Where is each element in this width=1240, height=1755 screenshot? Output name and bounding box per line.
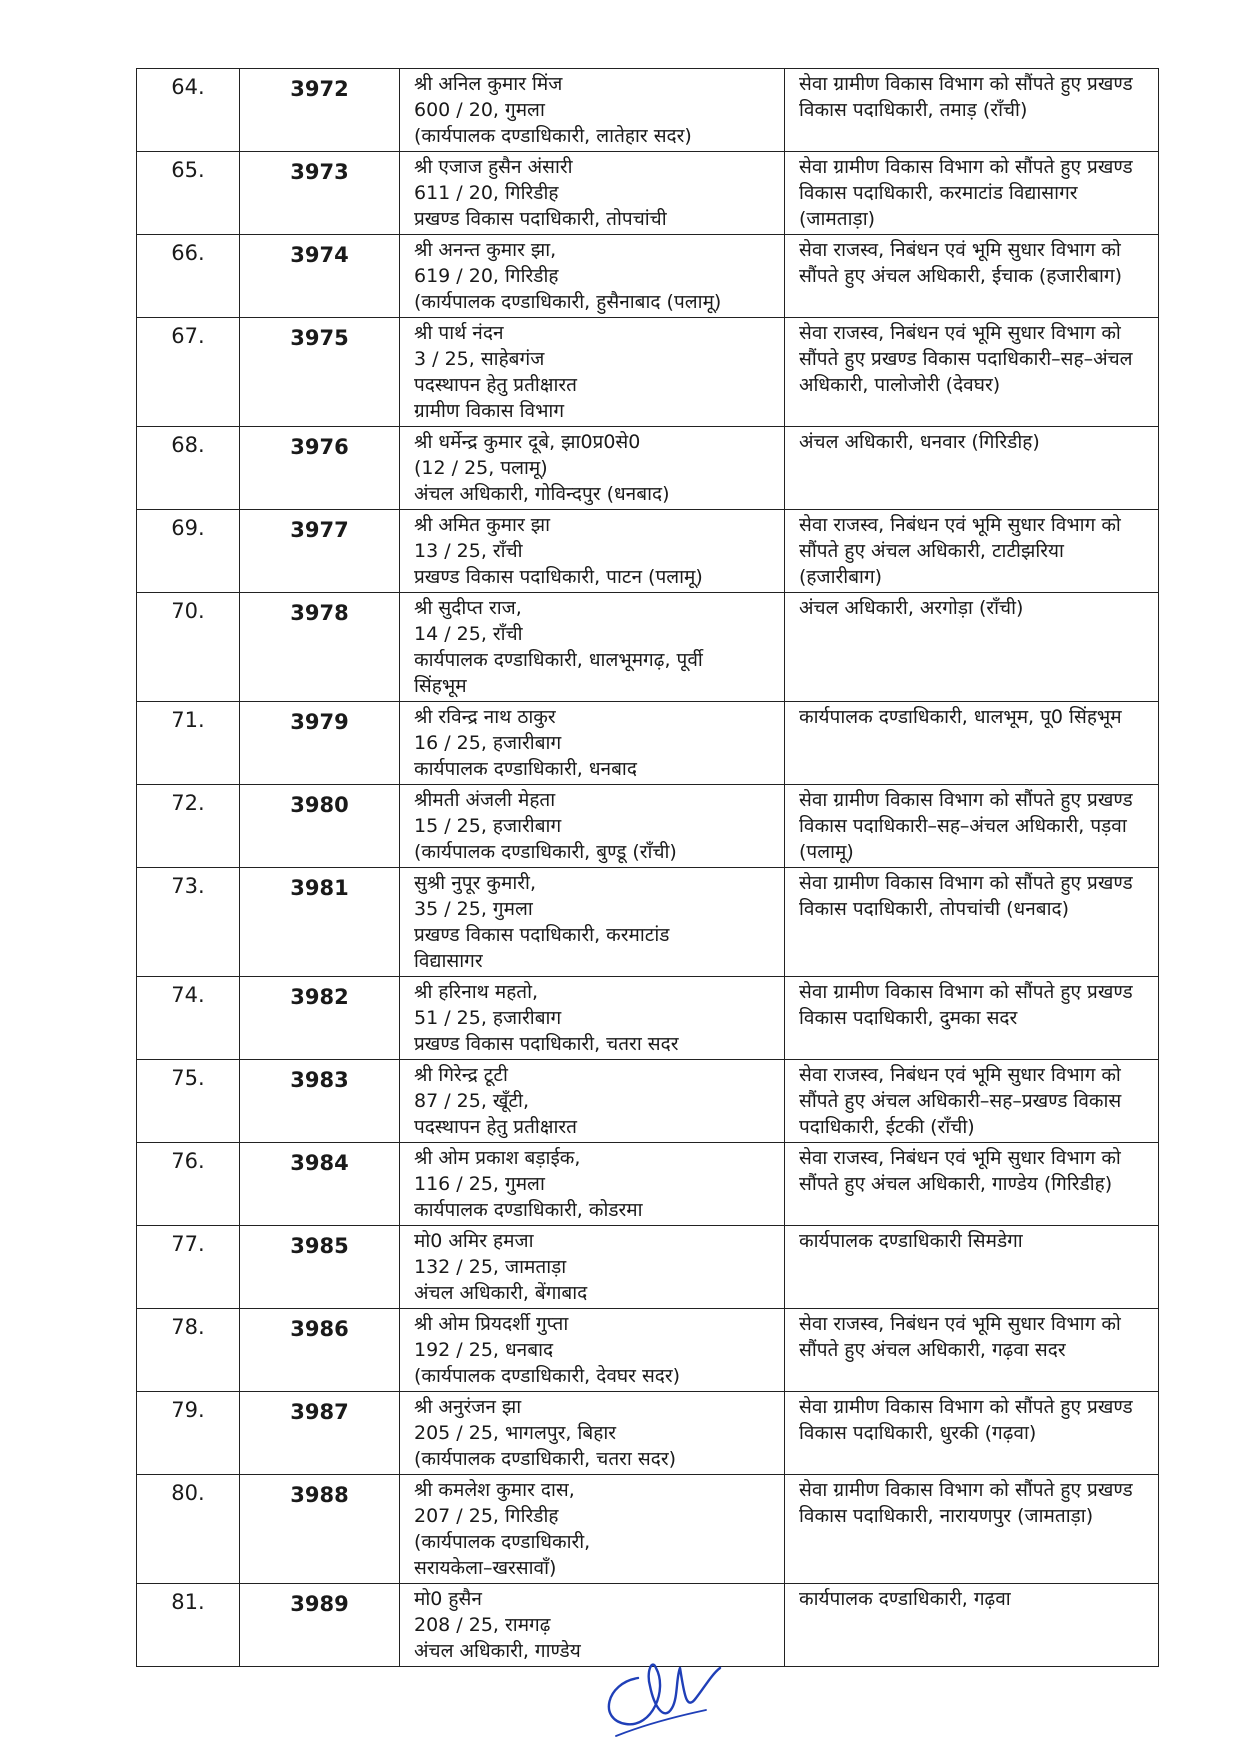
officer-code: 3979: [240, 702, 400, 785]
officer-details-cell: [400, 702, 785, 785]
table-row: [137, 152, 1159, 235]
new-posting-text: सेवा ग्रामीण विकास विभाग को सौंपते हुए प्रखण्ड विकास पदाधिकारी–सह–अंचल अधिकारी, पड़वा (पलामू): [799, 789, 1133, 863]
officer-code: 3973: [240, 152, 400, 235]
transfer-posting-table: [136, 68, 1159, 1667]
officer-code: 3988: [240, 1475, 400, 1584]
table-row: [137, 318, 1159, 427]
new-posting-text: कार्यपालक दण्डाधिकारी, धालभूम, पू0 सिंहभूम: [799, 706, 1122, 728]
officer-details-cell: [400, 69, 785, 152]
officer-detail-line: (कार्यपालक दण्डाधिकारी, बुण्डू (राँची): [414, 841, 677, 863]
officer-detail-line: प्रखण्ड विकास पदाधिकारी, तोपचांची: [414, 208, 667, 230]
new-posting-cell: [785, 69, 1159, 152]
officer-detail-line: कार्यपालक दण्डाधिकारी, धालभूमगढ़, पूर्वी: [414, 649, 703, 671]
serial-number: 76.: [137, 1143, 240, 1226]
serial-number: 81.: [137, 1584, 240, 1667]
serial-number: 72.: [137, 785, 240, 868]
officer-detail-line: अंचल अधिकारी, बेंगाबाद: [414, 1282, 588, 1304]
new-posting-text: अंचल अधिकारी, धनवार (गिरिडीह): [799, 431, 1040, 453]
officer-code: 3989: [240, 1584, 400, 1667]
officer-detail-line: पदस्थापन हेतु प्रतीक्षारत: [414, 374, 577, 396]
officer-detail-line: श्री कमलेश कुमार दास,: [414, 1479, 575, 1501]
officer-details-cell: [400, 785, 785, 868]
new-posting-text: सेवा राजस्व, निबंधन एवं भूमि सुधार विभाग को सौंपते हुए प्रखण्ड विकास पदाधिकारी–सह–अंचल अधिकारी, पालोजोरी (देवघर): [799, 322, 1133, 396]
officer-detail-line: श्री एजाज हुसैन अंसारी: [414, 156, 573, 178]
officer-detail-line: अंचल अधिकारी, गाण्डेय: [414, 1640, 581, 1662]
new-posting-cell: [785, 1392, 1159, 1475]
officer-detail-line: पदस्थापन हेतु प्रतीक्षारत: [414, 1116, 577, 1138]
officer-detail-line: श्री ओम प्रियदर्शी गुप्ता: [414, 1313, 569, 1335]
officer-detail-line: (कार्यपालक दण्डाधिकारी, चतरा सदर): [414, 1448, 677, 1470]
officer-code: 3980: [240, 785, 400, 868]
serial-number: 77.: [137, 1226, 240, 1309]
officer-detail-line: प्रखण्ड विकास पदाधिकारी, करमाटांड: [414, 924, 670, 946]
officer-detail-line: श्री सुदीप्त राज,: [414, 597, 522, 619]
new-posting-cell: [785, 977, 1159, 1060]
officer-details-cell: [400, 593, 785, 702]
officer-detail-line: प्रखण्ड विकास पदाधिकारी, पाटन (पलामू): [414, 566, 703, 588]
officer-detail-line: 208 / 25, रामगढ़: [414, 1614, 551, 1636]
serial-number: 70.: [137, 593, 240, 702]
new-posting-cell: [785, 152, 1159, 235]
officer-detail-line: श्रीमती अंजली मेहता: [414, 789, 556, 811]
officer-details-cell: [400, 318, 785, 427]
table-row: [137, 977, 1159, 1060]
officer-detail-line: कार्यपालक दण्डाधिकारी, धनबाद: [414, 758, 637, 780]
new-posting-text: सेवा ग्रामीण विकास विभाग को सौंपते हुए प्रखण्ड विकास पदाधिकारी, तमाड़ (राँची): [799, 73, 1133, 121]
officer-details-cell: [400, 510, 785, 593]
new-posting-text: कार्यपालक दण्डाधिकारी सिमडेगा: [799, 1230, 1023, 1252]
serial-number: 80.: [137, 1475, 240, 1584]
new-posting-text: सेवा ग्रामीण विकास विभाग को सौंपते हुए प्रखण्ड विकास पदाधिकारी, तोपचांची (धनबाद): [799, 872, 1133, 920]
officer-detail-line: 116 / 25, गुमला: [414, 1173, 545, 1195]
table-row: [137, 1143, 1159, 1226]
officer-code: 3976: [240, 427, 400, 510]
new-posting-text: सेवा राजस्व, निबंधन एवं भूमि सुधार विभाग को सौंपते हुए अंचल अधिकारी–सह–प्रखण्ड विकास पदाधिकारी, ईटकी (राँची): [799, 1064, 1122, 1138]
officer-detail-line: श्री अनन्त कुमार झा,: [414, 239, 557, 261]
officer-code: 3981: [240, 868, 400, 977]
new-posting-cell: [785, 1143, 1159, 1226]
serial-number: 73.: [137, 868, 240, 977]
table-row: [137, 1475, 1159, 1584]
new-posting-cell: [785, 235, 1159, 318]
new-posting-text: सेवा ग्रामीण विकास विभाग को सौंपते हुए प्रखण्ड विकास पदाधिकारी, नारायणपुर (जामताड़ा): [799, 1479, 1133, 1527]
serial-number: 67.: [137, 318, 240, 427]
officer-details-cell: [400, 1392, 785, 1475]
new-posting-text: सेवा राजस्व, निबंधन एवं भूमि सुधार विभाग को सौंपते हुए अंचल अधिकारी, गढ़वा सदर: [799, 1313, 1121, 1361]
new-posting-cell: [785, 1060, 1159, 1143]
table-row: [137, 702, 1159, 785]
new-posting-cell: [785, 702, 1159, 785]
officer-detail-line: (12 / 25, पलामू): [414, 457, 548, 479]
officer-detail-line: 207 / 25, गिरिडीह: [414, 1505, 559, 1527]
table-row: [137, 593, 1159, 702]
officer-detail-line: 132 / 25, जामताड़ा: [414, 1256, 567, 1278]
officer-detail-line: मो0 अमिर हमजा: [414, 1230, 534, 1252]
officer-details-cell: [400, 1060, 785, 1143]
officer-detail-line: (कार्यपालक दण्डाधिकारी,: [414, 1531, 591, 1553]
new-posting-text: सेवा ग्रामीण विकास विभाग को सौंपते हुए प्रखण्ड विकास पदाधिकारी, करमाटांड विद्यासागर (जामताड़ा): [799, 156, 1133, 230]
officer-detail-line: (कार्यपालक दण्डाधिकारी, लातेहार सदर): [414, 125, 692, 147]
officer-detail-line: 13 / 25, राँची: [414, 540, 523, 562]
officer-detail-line: 3 / 25, साहेबगंज: [414, 348, 545, 370]
officer-detail-line: सिंहभूम: [414, 675, 467, 697]
officer-detail-line: श्री अमित कुमार झा: [414, 514, 551, 536]
serial-number: 69.: [137, 510, 240, 593]
serial-number: 65.: [137, 152, 240, 235]
signature-icon: [586, 1628, 726, 1738]
new-posting-text: कार्यपालक दण्डाधिकारी, गढ़वा: [799, 1588, 1011, 1610]
serial-number: 79.: [137, 1392, 240, 1475]
officer-code: 3972: [240, 69, 400, 152]
officer-details-cell: [400, 1309, 785, 1392]
officer-detail-line: 611 / 20, गिरिडीह: [414, 182, 559, 204]
new-posting-cell: [785, 1475, 1159, 1584]
officer-details-cell: [400, 152, 785, 235]
officer-detail-line: 192 / 25, धनबाद: [414, 1339, 554, 1361]
officer-detail-line: प्रखण्ड विकास पदाधिकारी, चतरा सदर: [414, 1033, 679, 1055]
officer-detail-line: 87 / 25, खूँटी,: [414, 1090, 529, 1112]
serial-number: 66.: [137, 235, 240, 318]
officer-code: 3977: [240, 510, 400, 593]
officer-detail-line: 35 / 25, गुमला: [414, 898, 533, 920]
officer-detail-line: श्री गिरेन्द्र टूटी: [414, 1064, 508, 1086]
new-posting-cell: [785, 1584, 1159, 1667]
officer-details-cell: [400, 235, 785, 318]
new-posting-text: सेवा राजस्व, निबंधन एवं भूमि सुधार विभाग को सौंपते हुए अंचल अधिकारी, गाण्डेय (गिरिडीह): [799, 1147, 1121, 1195]
officer-detail-line: 14 / 25, राँची: [414, 623, 523, 645]
officer-detail-line: श्री धर्मेन्द्र कुमार दूबे, झा0प्र0से0: [414, 431, 641, 453]
new-posting-cell: [785, 868, 1159, 977]
officer-code: 3983: [240, 1060, 400, 1143]
new-posting-text: सेवा ग्रामीण विकास विभाग को सौंपते हुए प्रखण्ड विकास पदाधिकारी, दुमका सदर: [799, 981, 1133, 1029]
new-posting-cell: [785, 1309, 1159, 1392]
officer-detail-line: विद्यासागर: [414, 950, 483, 972]
officer-details-cell: [400, 1475, 785, 1584]
table-row: [137, 1309, 1159, 1392]
new-posting-cell: [785, 510, 1159, 593]
officer-detail-line: सुश्री नुपूर कुमारी,: [414, 872, 537, 894]
new-posting-text: अंचल अधिकारी, अरगोड़ा (राँची): [799, 597, 1024, 619]
table-row: [137, 510, 1159, 593]
officer-code: 3984: [240, 1143, 400, 1226]
officer-detail-line: श्री अनिल कुमार मिंज: [414, 73, 563, 95]
new-posting-text: सेवा राजस्व, निबंधन एवं भूमि सुधार विभाग को सौंपते हुए अंचल अधिकारी, ईचाक (हजारीबाग): [799, 239, 1123, 287]
table-body: [137, 69, 1159, 1667]
officer-detail-line: सरायकेला–खरसावाँ): [414, 1557, 557, 1579]
serial-number: 64.: [137, 69, 240, 152]
table-row: [137, 1060, 1159, 1143]
officer-detail-line: 15 / 25, हजारीबाग: [414, 815, 562, 837]
officer-detail-line: श्री पार्थ नंदन: [414, 322, 504, 344]
new-posting-cell: [785, 318, 1159, 427]
officer-details-cell: [400, 1143, 785, 1226]
serial-number: 75.: [137, 1060, 240, 1143]
new-posting-cell: [785, 1226, 1159, 1309]
officer-code: 3986: [240, 1309, 400, 1392]
officer-detail-line: श्री अनुरंजन झा: [414, 1396, 522, 1418]
officer-detail-line: अंचल अधिकारी, गोविन्दपुर (धनबाद): [414, 483, 670, 505]
officer-detail-line: 600 / 20, गुमला: [414, 99, 545, 121]
officer-detail-line: श्री रविन्द्र नाथ ठाकुर: [414, 706, 556, 728]
officer-details-cell: [400, 427, 785, 510]
officer-code: 3982: [240, 977, 400, 1060]
serial-number: 74.: [137, 977, 240, 1060]
table-row: [137, 1392, 1159, 1475]
officer-code: 3978: [240, 593, 400, 702]
new-posting-text: सेवा राजस्व, निबंधन एवं भूमि सुधार विभाग को सौंपते हुए अंचल अधिकारी, टाटीझरिया (हजारीबाग): [799, 514, 1121, 588]
new-posting-cell: [785, 785, 1159, 868]
table-row: [137, 427, 1159, 510]
officer-detail-line: 51 / 25, हजारीबाग: [414, 1007, 562, 1029]
officer-detail-line: 205 / 25, भागलपुर, बिहार: [414, 1422, 617, 1444]
new-posting-cell: [785, 427, 1159, 510]
new-posting-text: सेवा ग्रामीण विकास विभाग को सौंपते हुए प्रखण्ड विकास पदाधिकारी, धुरकी (गढ़वा): [799, 1396, 1133, 1444]
table-row: [137, 1226, 1159, 1309]
officer-detail-line: श्री ओम प्रकाश बड़ाईक,: [414, 1147, 581, 1169]
officer-detail-line: कार्यपालक दण्डाधिकारी, कोडरमा: [414, 1199, 643, 1221]
table-row: [137, 868, 1159, 977]
officer-code: 3985: [240, 1226, 400, 1309]
serial-number: 71.: [137, 702, 240, 785]
officer-code: 3974: [240, 235, 400, 318]
table-row: [137, 235, 1159, 318]
serial-number: 78.: [137, 1309, 240, 1392]
table-row: [137, 69, 1159, 152]
officer-detail-line: मो0 हुसैन: [414, 1588, 482, 1610]
officer-details-cell: [400, 1226, 785, 1309]
officer-code: 3987: [240, 1392, 400, 1475]
officer-detail-line: श्री हरिनाथ महतो,: [414, 981, 539, 1003]
officer-code: 3975: [240, 318, 400, 427]
new-posting-cell: [785, 593, 1159, 702]
officer-details-cell: [400, 977, 785, 1060]
table-row: [137, 785, 1159, 868]
officer-detail-line: (कार्यपालक दण्डाधिकारी, हुसैनाबाद (पलामू): [414, 291, 722, 313]
officer-detail-line: ग्रामीण विकास विभाग: [414, 400, 565, 422]
officer-detail-line: 619 / 20, गिरिडीह: [414, 265, 559, 287]
officer-details-cell: [400, 868, 785, 977]
officer-detail-line: (कार्यपालक दण्डाधिकारी, देवघर सदर): [414, 1365, 681, 1387]
serial-number: 68.: [137, 427, 240, 510]
officer-detail-line: 16 / 25, हजारीबाग: [414, 732, 562, 754]
